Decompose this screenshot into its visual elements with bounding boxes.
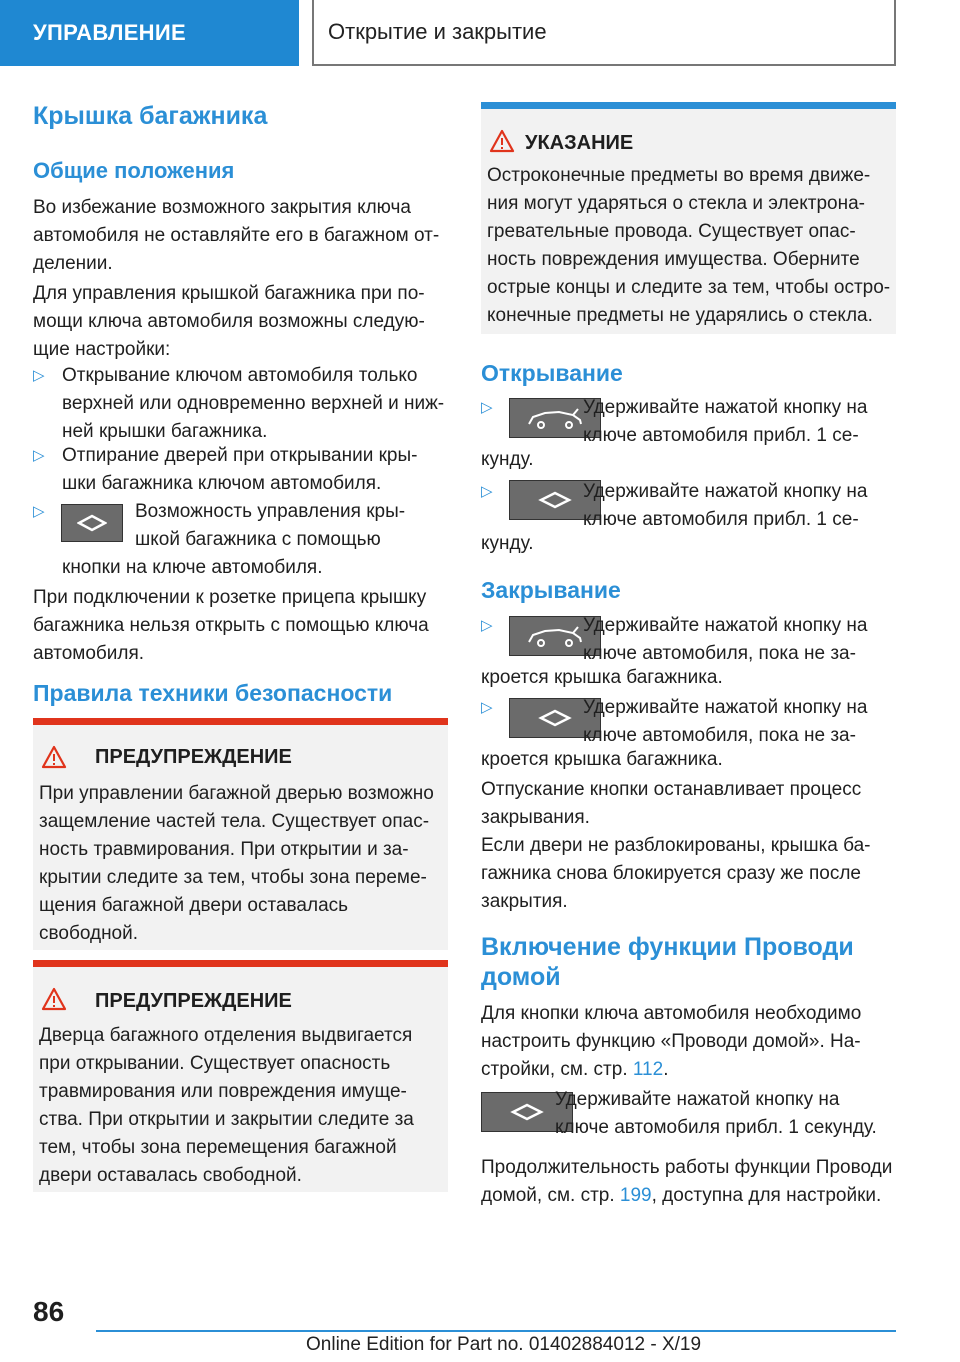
homing-heading: Включение функции Проводи домой (481, 933, 854, 991)
warning-box (33, 718, 448, 950)
safety-heading: Правила техники безопасности (33, 680, 393, 706)
homing-paragraph: Для кнопки ключа автомобиля необходимо настроить функцию «Проводи домой». На- стройки, см. стр. 112. (481, 1003, 862, 1080)
bullet-triangle-icon: ▷ (481, 399, 493, 416)
bullet-triangle-icon: ▷ (33, 503, 45, 520)
notice-triangle-icon (489, 129, 515, 153)
footer-rule (96, 1330, 896, 1332)
warning-text: При управлении багажной дверью возможно защемление частей тела. Существует опас- ность травмирования. При открытии и за- крытии следите за тем, чтобы зона переме- щения багажной двери оставалась свободной. (39, 783, 434, 944)
note-title: УКАЗАНИЕ (525, 132, 634, 154)
warning-triangle-icon (41, 745, 67, 769)
list-item: ▷ Удерживайте нажатой кнопку на ключе автомобиля прибл. 1 се- кунду. (481, 478, 896, 558)
page-link-199[interactable]: 199 (619, 1185, 652, 1206)
bullet-triangle-icon: ▷ (481, 699, 493, 716)
chapter-title: Открытие и закрытие (312, 0, 896, 66)
list-item: ▷ Отпирание дверей при открывании кры- шки багажника ключом автомобиля. (33, 442, 448, 498)
unlock-paragraph: Если двери не разблокированы, крышка ба- гажника снова блокируется сразу же после закрытия. (481, 835, 871, 912)
list-item: ▷ Удерживайте нажатой кнопку на ключе автомобиля, пока не за- кроется крышка багажника. (481, 694, 896, 774)
note-text: Остроконечные предметы во время движе- ния могут ударяться о стекла и электрона- гревательные провода. Существует опас- ность повреждения имущества. Оберните острые концы и следите за тем, чтобы остро- конечные предметы не ударялись о стекла. (487, 165, 891, 326)
bullet-triangle-icon: ▷ (481, 617, 493, 634)
open-heading: Открывание (481, 360, 623, 386)
warning-text: Дверца багажного отделения выдвигается при открывании. Существует опасность травмирования или повреждения имуще- ства. При открытии и закрытии следите за тем, чтобы зона перемещения багажной двери оставалась свободной. (39, 1025, 414, 1186)
general-paragraph-2: Для управления крышкой багажника при по- мощи ключа автомобиля возможны следую- щие настройки: (33, 283, 425, 360)
general-paragraph-1: Во избежание возможного закрытия ключа автомобиля не оставляйте его в багажном от- делении. (33, 197, 440, 274)
duration-paragraph: Продолжительность работы функции Проводи домой, см. стр. 199, доступна для настройки. (481, 1157, 893, 1206)
list-item: ▷ Открывание ключом автомобиля только верхней или одновременно верхней и ниж- ней крышки багажника. (33, 362, 448, 446)
page-number: 86 (33, 1296, 65, 1327)
bullet-triangle-icon: ▷ (481, 483, 493, 500)
homing-hold-item: Удерживайте нажатой кнопку на ключе автомобиля прибл. 1 секунду. (481, 1086, 896, 1146)
release-paragraph: Отпускание кнопки останавливает процесс закрывания. (481, 779, 862, 828)
bullet-triangle-icon: ▷ (33, 447, 45, 464)
warning-title: ПРЕДУПРЕЖДЕНИЕ (95, 746, 292, 768)
page-link-112[interactable]: 112 (632, 1059, 664, 1080)
warning-box (33, 960, 448, 1192)
bullet-triangle-icon: ▷ (33, 367, 45, 384)
list-item: ▷ Возможность управления кры- шкой багажника с помощью кнопки на ключе автомобиля. (33, 498, 448, 588)
close-heading: Закрывание (481, 577, 621, 603)
warning-title: ПРЕДУПРЕЖДЕНИЕ (95, 990, 292, 1012)
general-heading: Общие положения (33, 158, 235, 183)
list-item: ▷ Удерживайте нажатой кнопку на ключе автомобиля прибл. 1 се- кунду. (481, 394, 896, 474)
section-tab: УПРАВЛЕНИЕ (0, 0, 299, 66)
key-button-icon (61, 504, 123, 542)
page-title: Крышка багажника (33, 102, 268, 130)
warning-triangle-icon (41, 987, 67, 1011)
list-item: ▷ Удерживайте нажатой кнопку на ключе автомобиля, пока не за- кроется крышка багажника. (481, 612, 896, 692)
trailer-paragraph: При подключении к розетке прицепа крышку багажника нельзя открыть с помощью ключа автомобиля. (33, 587, 429, 664)
footer-edition: Online Edition for Part no. 01402884012 - X/19 (306, 1334, 702, 1355)
note-box (481, 102, 896, 334)
